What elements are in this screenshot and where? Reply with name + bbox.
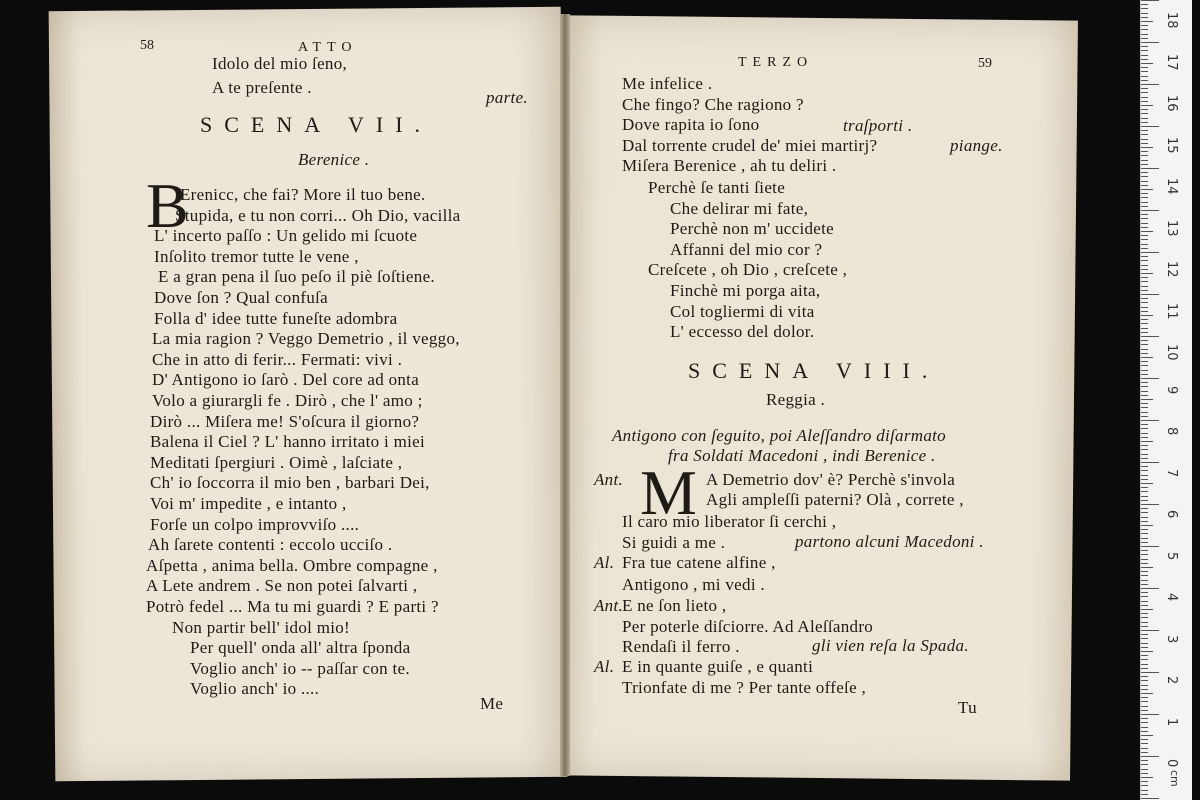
verse-line: Volo a giurargli fe . Dirò , che l' amo ; xyxy=(152,391,423,410)
ruler-tick xyxy=(1141,554,1148,555)
verse-line: Potrò fedel ... Ma tu mi guardi ? E parti ? xyxy=(146,597,439,616)
verse-line: Miſera Berenice , ah tu deliri . xyxy=(622,156,837,175)
ruler-tick xyxy=(1141,353,1148,354)
ruler-tick xyxy=(1141,525,1153,526)
stage-direction-trasporti: traſporti . xyxy=(843,116,913,135)
ruler-tick xyxy=(1141,424,1148,425)
ruler-tick xyxy=(1141,672,1159,673)
verse-line: Balena il Ciel ? L' hanno irritato i miei xyxy=(150,432,426,452)
ruler-tick xyxy=(1141,344,1148,345)
ruler-tick xyxy=(1141,206,1148,207)
ruler-tick xyxy=(1141,197,1148,198)
ruler-tick xyxy=(1141,504,1159,505)
dialogue-line: Agli ampleſſi paterni? Olà , correte , xyxy=(706,490,964,509)
ruler-label: 11 xyxy=(1164,302,1179,320)
ruler-tick xyxy=(1141,592,1148,593)
ruler-tick xyxy=(1141,370,1148,371)
ruler-tick xyxy=(1141,319,1148,320)
ruler-tick xyxy=(1141,416,1148,417)
ruler-tick xyxy=(1141,185,1148,186)
ruler-label: 14 xyxy=(1164,178,1179,195)
ruler-tick xyxy=(1141,571,1148,572)
ruler-unit: cm xyxy=(1168,770,1181,787)
ruler-tick xyxy=(1141,739,1148,740)
ruler-tick xyxy=(1141,315,1153,316)
book-gutter xyxy=(560,14,570,776)
ruler-label: 3 xyxy=(1164,634,1179,643)
ruler-tick xyxy=(1141,773,1148,774)
ruler-tick xyxy=(1141,273,1153,274)
ruler-tick xyxy=(1141,248,1148,249)
verse-line: D' Antigono io ſarò . Del core ad onta xyxy=(152,370,420,390)
ruler-tick xyxy=(1141,260,1148,261)
verse-line: Ah ſarete contenti : eccolo ucciſo . xyxy=(148,535,393,555)
verse-line: Meditati ſpergiuri . Oimè , laſciate , xyxy=(150,452,403,472)
speaker-label: Al. xyxy=(594,657,615,676)
ruler-tick xyxy=(1141,550,1148,551)
ruler-tick xyxy=(1141,223,1148,224)
ruler-label: 15 xyxy=(1164,136,1179,154)
dialogue-line: Fra tue catene alfine , xyxy=(622,553,776,572)
verse-line: Inſolito tremor tutte le vene , xyxy=(154,246,359,266)
ruler-tick xyxy=(1141,731,1148,732)
aria-line: Creſcete , oh Dio , creſcete , xyxy=(648,260,848,280)
ruler-tick xyxy=(1141,701,1148,702)
ruler-tick xyxy=(1141,399,1153,400)
ruler-tick xyxy=(1141,281,1148,282)
ruler-label: 0 xyxy=(1164,759,1179,768)
ruler-tick xyxy=(1141,252,1159,253)
drop-cap-b: B xyxy=(146,170,189,241)
ruler-tick xyxy=(1141,748,1148,749)
verse-line: Voi m' impedite , e intanto , xyxy=(150,494,347,513)
ruler-tick xyxy=(1141,59,1148,60)
ruler-tick xyxy=(1141,88,1148,89)
ruler-tick xyxy=(1141,630,1159,631)
stage-direction-line-1: Antigono con ſeguito, poi Aleſſandro diſarmato xyxy=(612,426,946,445)
dialogue-line: Trionfate di me ? Per tante offeſe , xyxy=(622,678,867,697)
ruler-tick xyxy=(1141,428,1148,429)
ruler-tick xyxy=(1141,777,1153,778)
ruler-tick xyxy=(1141,395,1148,396)
ruler-tick xyxy=(1141,693,1153,694)
ruler-tick xyxy=(1141,588,1159,589)
ruler-label: 10 xyxy=(1164,344,1179,361)
ruler-tick xyxy=(1141,391,1148,392)
ruler-tick xyxy=(1141,584,1148,585)
ruler-tick xyxy=(1141,13,1148,14)
speaker-label: Ant. xyxy=(594,470,624,489)
ruler-tick xyxy=(1141,214,1148,215)
ruler-tick xyxy=(1141,0,1159,1)
ruler-tick xyxy=(1141,29,1148,30)
ruler-tick xyxy=(1141,781,1148,782)
ruler-tick xyxy=(1141,256,1148,257)
ruler-tick xyxy=(1141,403,1148,404)
ruler-tick xyxy=(1141,4,1148,5)
verse-line: Folla d' idee tutte funeſte adombra xyxy=(154,308,398,328)
ruler-tick xyxy=(1141,46,1148,47)
ruler-tick xyxy=(1141,76,1148,77)
ruler-tick xyxy=(1141,302,1148,303)
ruler-tick xyxy=(1141,210,1159,211)
verse-line: Me infelice . xyxy=(622,74,713,93)
ruler-tick xyxy=(1141,34,1148,35)
left-catchword: Me xyxy=(480,694,504,713)
verse-line: Dirò ... Miſera me! S'oſcura il giorno? xyxy=(150,411,420,431)
ruler-tick xyxy=(1141,84,1159,85)
verse-line: Che fingo? Che ragiono ? xyxy=(622,94,804,114)
ruler-tick xyxy=(1141,496,1148,497)
right-catchword: Tu xyxy=(958,698,977,717)
ruler-tick xyxy=(1141,743,1148,744)
stage-direction-parte: parte. xyxy=(486,88,528,107)
left-page-number: 58 xyxy=(140,38,154,53)
ruler-tick xyxy=(1141,491,1148,492)
ruler-tick xyxy=(1141,441,1153,442)
ruler-tick xyxy=(1141,55,1148,56)
ruler-tick xyxy=(1141,290,1148,291)
ruler-label: 6 xyxy=(1164,510,1179,519)
ruler-label: 16 xyxy=(1164,95,1179,112)
ruler-tick xyxy=(1141,790,1148,791)
ruler-tick xyxy=(1141,706,1148,707)
ruler-tick xyxy=(1141,596,1148,597)
ruler-tick xyxy=(1141,336,1159,337)
ruler-tick xyxy=(1141,235,1148,236)
ruler-tick xyxy=(1141,609,1153,610)
ruler-tick xyxy=(1141,764,1148,765)
ruler-tick xyxy=(1141,420,1159,421)
ruler-tick xyxy=(1141,626,1148,627)
ruler-tick xyxy=(1141,412,1148,413)
ruler-tick xyxy=(1141,328,1148,329)
ruler-tick xyxy=(1141,374,1148,375)
dialogue-line: A Demetrio dov' è? Perchè s'invola xyxy=(706,470,956,489)
ruler-tick xyxy=(1141,277,1148,278)
ruler-tick xyxy=(1141,567,1153,568)
ruler-tick xyxy=(1141,109,1148,110)
ruler-tick xyxy=(1141,437,1148,438)
verse-line: Aſpetta , anima bella. Ombre compagne , xyxy=(146,555,438,575)
aria-line: Perchè ſe tanti ſiete xyxy=(648,178,786,197)
ruler-tick xyxy=(1141,466,1148,467)
verse-line: Voglio anch' io -- paſſar con te. xyxy=(190,658,410,678)
verse-line: A Lete andrem . Se non potei ſalvarti , xyxy=(146,576,418,596)
ruler-tick xyxy=(1141,500,1148,501)
verse-line: Stupida, e tu non corri... Oh Dio, vacilla xyxy=(175,205,461,225)
ruler-tick xyxy=(1141,42,1159,43)
ruler-label: 17 xyxy=(1164,53,1179,71)
ruler-tick xyxy=(1141,50,1148,51)
ruler-tick xyxy=(1141,462,1159,463)
ruler-tick xyxy=(1141,458,1148,459)
ruler-tick xyxy=(1141,105,1153,106)
ruler-tick xyxy=(1141,323,1148,324)
stage-direction-line-2: fra Soldati Macedoni , indi Berenice . xyxy=(668,446,936,465)
ruler-tick xyxy=(1141,17,1148,18)
ruler-tick xyxy=(1141,122,1148,123)
dialogue-line: E in quante guiſe , e quanti xyxy=(622,657,814,676)
ruler-tick xyxy=(1141,118,1148,119)
ruler-tick xyxy=(1141,8,1148,9)
ruler-tick xyxy=(1141,710,1148,711)
ruler-tick xyxy=(1141,269,1148,270)
ruler-tick xyxy=(1141,617,1148,618)
ruler-tick xyxy=(1141,622,1148,623)
verse-line: Dal torrente crudel de' miei martirj? xyxy=(622,135,878,155)
ruler-tick xyxy=(1141,25,1148,26)
verse-line: Forſe un colpo improvviſo .... xyxy=(150,514,360,534)
verse-line: Voglio anch' io .... xyxy=(190,679,320,699)
ruler-tick xyxy=(1141,575,1148,576)
verse-line: Dove rapita io ſono xyxy=(622,115,760,134)
ruler-tick xyxy=(1141,680,1148,681)
ruler-tick xyxy=(1141,382,1148,383)
ruler-tick xyxy=(1141,605,1148,606)
ruler-tick xyxy=(1141,307,1148,308)
speaker-label: Al. xyxy=(594,553,615,572)
ruler-tick xyxy=(1141,71,1148,72)
ruler-tick xyxy=(1141,139,1148,140)
verse-line: La mia ragion ? Veggo Demetrio , il veggo, xyxy=(152,329,460,349)
ruler-tick xyxy=(1141,113,1148,114)
ruler-tick xyxy=(1141,101,1148,102)
right-page-number: 59 xyxy=(978,56,992,71)
ruler-tick xyxy=(1141,559,1148,560)
ruler-tick xyxy=(1141,538,1148,539)
dialogue-line: E ne ſon lieto , xyxy=(622,596,727,615)
ruler-tick xyxy=(1141,433,1148,434)
dialogue-line: Si guidi a me . xyxy=(622,533,726,552)
dialogue-line: Per poterle diſciorre. Ad Aleſſandro xyxy=(622,617,874,636)
ruler-tick xyxy=(1141,181,1148,182)
verse-line: Ch' io ſoccorra il mio ben , barbari Dei, xyxy=(150,473,430,493)
scene-character: Berenice . xyxy=(298,150,370,169)
verse-line: Che in atto di ferir... Fermati: vivi . xyxy=(152,349,403,369)
scene-title-vii: SCENA VII. xyxy=(200,112,433,137)
verse-line: Erenicc, che fai? More il tuo bene. xyxy=(180,185,426,204)
ruler-tick xyxy=(1141,361,1148,362)
ruler-tick xyxy=(1141,239,1148,240)
ruler-tick xyxy=(1141,601,1148,602)
ruler-tick xyxy=(1141,189,1153,190)
verse-line: L' incerto paſſo : Un gelido mi ſcuote xyxy=(154,226,418,246)
ruler-tick xyxy=(1141,143,1148,144)
dialogue-line: Rendaſi il ferro . xyxy=(622,637,740,656)
ruler-tick xyxy=(1141,521,1148,522)
ruler-label: 18 xyxy=(1164,12,1179,29)
ruler-tick xyxy=(1141,659,1148,660)
ruler-tick xyxy=(1141,294,1159,295)
ruler-tick xyxy=(1141,164,1148,165)
ruler-label: 12 xyxy=(1164,261,1179,278)
ruler-tick xyxy=(1141,722,1148,723)
ruler-tick xyxy=(1141,449,1148,450)
ruler-tick xyxy=(1141,365,1148,366)
ruler-tick xyxy=(1141,97,1148,98)
ruler-label: 1 xyxy=(1164,717,1179,726)
stage-direction-spada: gli vien reſa la Spada. xyxy=(812,636,969,655)
ruler-tick xyxy=(1141,265,1148,266)
ruler-tick xyxy=(1141,454,1148,455)
ruler-tick xyxy=(1141,638,1148,639)
ruler-tick xyxy=(1141,483,1153,484)
ruler-label: 7 xyxy=(1164,468,1179,477)
ruler-tick xyxy=(1141,697,1148,698)
ruler-label: 13 xyxy=(1164,219,1179,237)
ruler-tick xyxy=(1141,227,1148,228)
ruler-tick xyxy=(1141,785,1148,786)
ruler-tick xyxy=(1141,286,1148,287)
ruler-tick xyxy=(1141,647,1148,648)
ruler-tick xyxy=(1141,63,1153,64)
ruler-tick xyxy=(1141,147,1153,148)
dialogue-line: Il caro mio liberator ſi cerchi , xyxy=(622,512,837,531)
aria-line: Finchè mi porga aita, xyxy=(670,281,821,300)
ruler-tick xyxy=(1141,542,1148,543)
ruler-tick xyxy=(1141,38,1148,39)
ruler-tick xyxy=(1141,735,1153,736)
ruler-tick xyxy=(1141,668,1148,669)
aria-line: Affanni del mio cor ? xyxy=(670,239,823,259)
ruler-tick xyxy=(1141,151,1148,152)
left-running-head: ATTO xyxy=(298,40,358,55)
ruler-tick xyxy=(1141,470,1148,471)
ruler-tick xyxy=(1141,643,1148,644)
stage-direction-partono: partono alcuni Macedoni . xyxy=(795,532,984,551)
ruler-tick xyxy=(1141,769,1148,770)
ruler-tick xyxy=(1141,685,1148,686)
ruler-tick xyxy=(1141,445,1148,446)
aria-line: Perchè non m' uccidete xyxy=(670,219,835,239)
ruler-tick xyxy=(1141,202,1148,203)
verse-line: E a gran pena il ſuo peſo il piè ſoſtiene. xyxy=(158,267,435,287)
dialogue-line: Antigono , mi vedi . xyxy=(622,575,765,594)
scene-setting: Reggia . xyxy=(766,390,826,409)
ruler-tick xyxy=(1141,517,1148,518)
drop-cap-m: M xyxy=(640,457,697,528)
ruler-tick xyxy=(1141,479,1148,480)
ruler-tick xyxy=(1141,176,1148,177)
ruler-tick xyxy=(1141,21,1153,22)
ruler-tick xyxy=(1141,512,1148,513)
ruler-label: 4 xyxy=(1164,593,1179,602)
ruler-tick xyxy=(1141,193,1148,194)
ruler-tick xyxy=(1141,613,1148,614)
ruler-tick xyxy=(1141,580,1148,581)
ruler-tick xyxy=(1141,160,1148,161)
verse-line: Dove ſon ? Qual confuſa xyxy=(154,288,329,307)
ruler-tick xyxy=(1141,155,1148,156)
verse-line: Per quell' onda all' altra ſponda xyxy=(190,638,411,658)
ruler-tick xyxy=(1141,794,1148,795)
ruler-tick xyxy=(1141,563,1148,564)
ruler-tick xyxy=(1141,130,1148,131)
ruler-tick xyxy=(1141,80,1148,81)
ruler-tick xyxy=(1141,718,1148,719)
ruler-tick xyxy=(1141,67,1148,68)
ruler-tick xyxy=(1141,244,1148,245)
stage-direction-piange: piange. xyxy=(950,136,1003,155)
ruler-tick xyxy=(1141,126,1159,127)
ruler-tick xyxy=(1141,134,1148,135)
ruler-tick xyxy=(1141,311,1148,312)
ruler-tick xyxy=(1141,655,1148,656)
ruler-tick xyxy=(1141,714,1159,715)
ruler-tick xyxy=(1141,634,1148,635)
ruler-tick xyxy=(1141,651,1153,652)
ruler-tick xyxy=(1141,487,1148,488)
ruler-tick xyxy=(1141,475,1148,476)
ruler-tick xyxy=(1141,546,1159,547)
ruler-tick xyxy=(1141,386,1148,387)
ruler-tick xyxy=(1141,533,1148,534)
ruler-tick xyxy=(1141,340,1148,341)
ruler-tick xyxy=(1141,168,1159,169)
ruler-tick xyxy=(1141,231,1153,232)
ruler-tick xyxy=(1141,407,1148,408)
ruler-tick xyxy=(1141,760,1148,761)
verse-line: Non partir bell' idol mio! xyxy=(172,617,350,637)
ruler-tick xyxy=(1141,727,1148,728)
aria-line: Col togliermi di vita xyxy=(670,301,815,321)
ruler-tick xyxy=(1141,378,1159,379)
measurement-ruler xyxy=(1140,0,1192,800)
aria-line: L' eccesso del dolor. xyxy=(670,322,815,342)
ruler-tick xyxy=(1141,664,1148,665)
ruler-tick xyxy=(1141,798,1159,799)
opening-line-2: A te preſente . xyxy=(212,78,312,97)
ruler-tick xyxy=(1141,349,1148,350)
ruler-tick xyxy=(1141,298,1148,299)
ruler-tick xyxy=(1141,508,1148,509)
ruler-tick xyxy=(1141,689,1148,690)
opening-line-1: Idolo del mio ſeno, xyxy=(212,54,348,73)
ruler-tick xyxy=(1141,92,1148,93)
ruler-tick xyxy=(1141,676,1148,677)
ruler-tick xyxy=(1141,529,1148,530)
ruler-label: 2 xyxy=(1164,676,1179,685)
ruler-label: 9 xyxy=(1164,385,1179,394)
speaker-label: Ant. xyxy=(594,596,624,615)
ruler-label: 8 xyxy=(1164,427,1179,436)
ruler-tick xyxy=(1141,756,1159,757)
aria-line: Che delirar mi fate, xyxy=(670,198,809,218)
scene-title-viii: SCENA VIII. xyxy=(688,358,940,383)
ruler-tick xyxy=(1141,357,1153,358)
right-running-head: TERZO xyxy=(738,55,814,70)
ruler-tick xyxy=(1141,752,1148,753)
ruler-tick xyxy=(1141,172,1148,173)
ruler-label: 5 xyxy=(1164,551,1179,560)
ruler-tick xyxy=(1141,218,1148,219)
ruler-tick xyxy=(1141,332,1148,333)
